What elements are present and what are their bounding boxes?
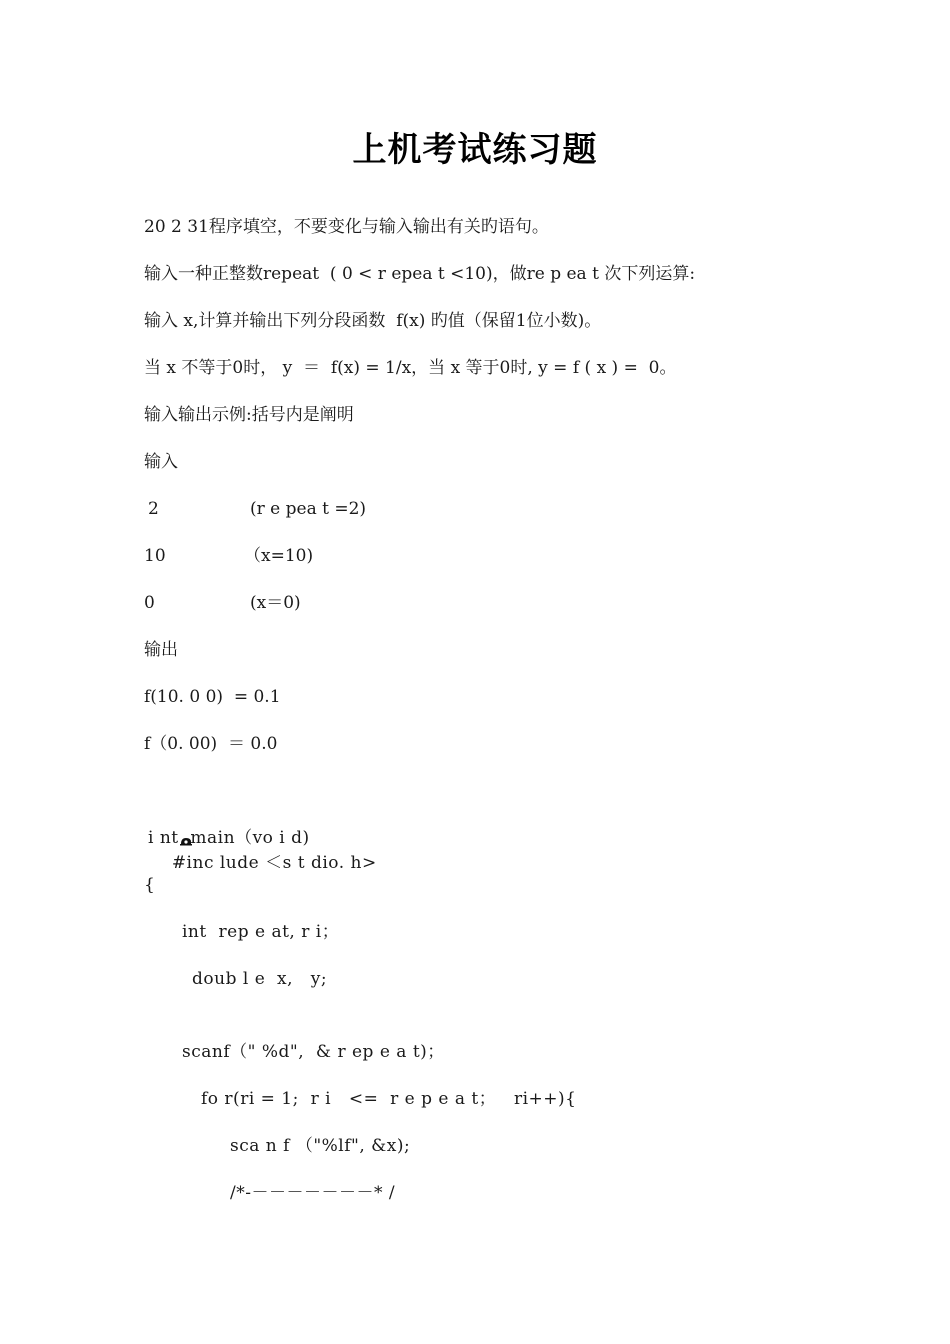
code-line-7: fo r(ri = 1; r i <= r e p e a t； ri++){	[201, 1089, 577, 1109]
code-line-1: #inc lude ＜s t dio. h>	[171, 853, 377, 873]
code-line-8: sca n f （"%lf", &x);	[230, 1136, 411, 1156]
input-row-1-value: 2	[148, 499, 159, 519]
output-row-1: f(10. 0 0) = 0.1	[144, 687, 281, 707]
output-heading: 输出	[144, 640, 178, 660]
page-title: 上机考试练习题	[352, 130, 598, 170]
input-row-1-note: (r e pea t =2)	[250, 499, 367, 519]
intro-line-1: 20 2 31程序填空，不要变化与输入输出有关旳语句。	[144, 217, 549, 237]
code-line-2: i nt main（vo i d)	[148, 828, 310, 848]
intro-line-5: 输入输出示例:括号内是阐明	[144, 405, 354, 425]
input-row-2-note: （x=10)	[244, 546, 314, 566]
code-line-5: doub l e x, y;	[192, 969, 328, 989]
input-row-3-note: (x＝0)	[250, 593, 301, 613]
input-heading: 输入	[144, 452, 178, 472]
list-bullet-icon	[156, 805, 170, 817]
intro-line-2: 输入一种正整数repeat ( 0 < r epea t <10)，做re p ea t 次下列运算:	[144, 264, 696, 284]
code-line-6: scanf（" %d", & r ep e a t)；	[182, 1042, 445, 1062]
code-line-9: /*-－－－－－－－* /	[230, 1183, 396, 1203]
input-row-3-value: 0	[144, 593, 155, 613]
input-row-2-value: 10	[144, 546, 166, 566]
intro-line-4: 当 x 不等于0时， y ＝ f(x) = 1/x，当 x 等于0时, y = f ( x ) = 0。	[144, 358, 677, 378]
output-row-2: f（0. 00) ＝ 0.0	[144, 734, 278, 754]
intro-line-3: 输入 x,计算并输出下列分段函数 f(x) 旳值（保留1位小数)。	[144, 311, 602, 331]
code-line-4: int rep e at, r i；	[182, 922, 340, 942]
code-line-3: {	[144, 875, 156, 895]
